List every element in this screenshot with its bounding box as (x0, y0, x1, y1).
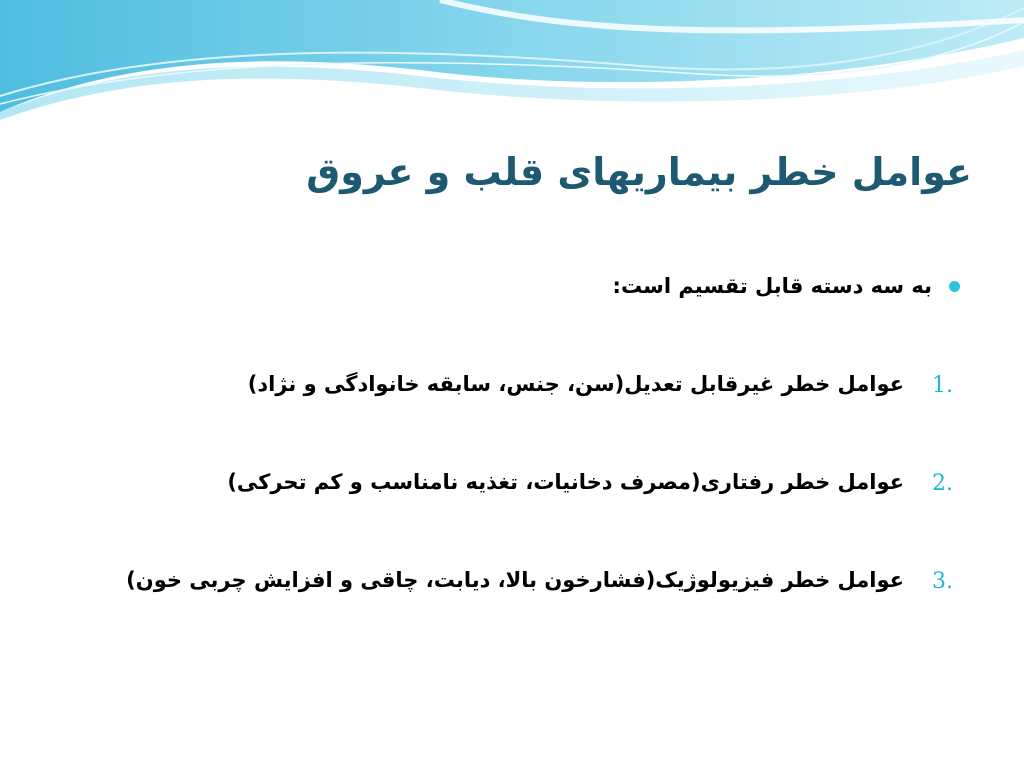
header-wave-decoration (0, 0, 1024, 130)
intro-text: به سه دسته قابل تقسیم است: (612, 274, 932, 298)
list-item-text: عوامل خطر رفتاری(مصرف دخانیات، تغذیه نامناسب و کم تحرکی) (227, 470, 904, 494)
list-item-text: عوامل خطر فیزیولوژیک(فشارخون بالا، دیابت، چاقی و افزایش چربی خون) (126, 568, 904, 592)
list-item-text: عوامل خطر غیرقابل تعدیل(سن، جنس، سابقه خانوادگی و نژاد) (247, 372, 904, 396)
bullet-dot-icon (949, 281, 960, 292)
list-item-number: 1. (932, 373, 953, 398)
list-item-number: 2. (932, 471, 953, 496)
slide-title: عوامل خطر بیماریهای قلب و عروق (306, 150, 972, 194)
list-item-number: 3. (932, 569, 953, 594)
